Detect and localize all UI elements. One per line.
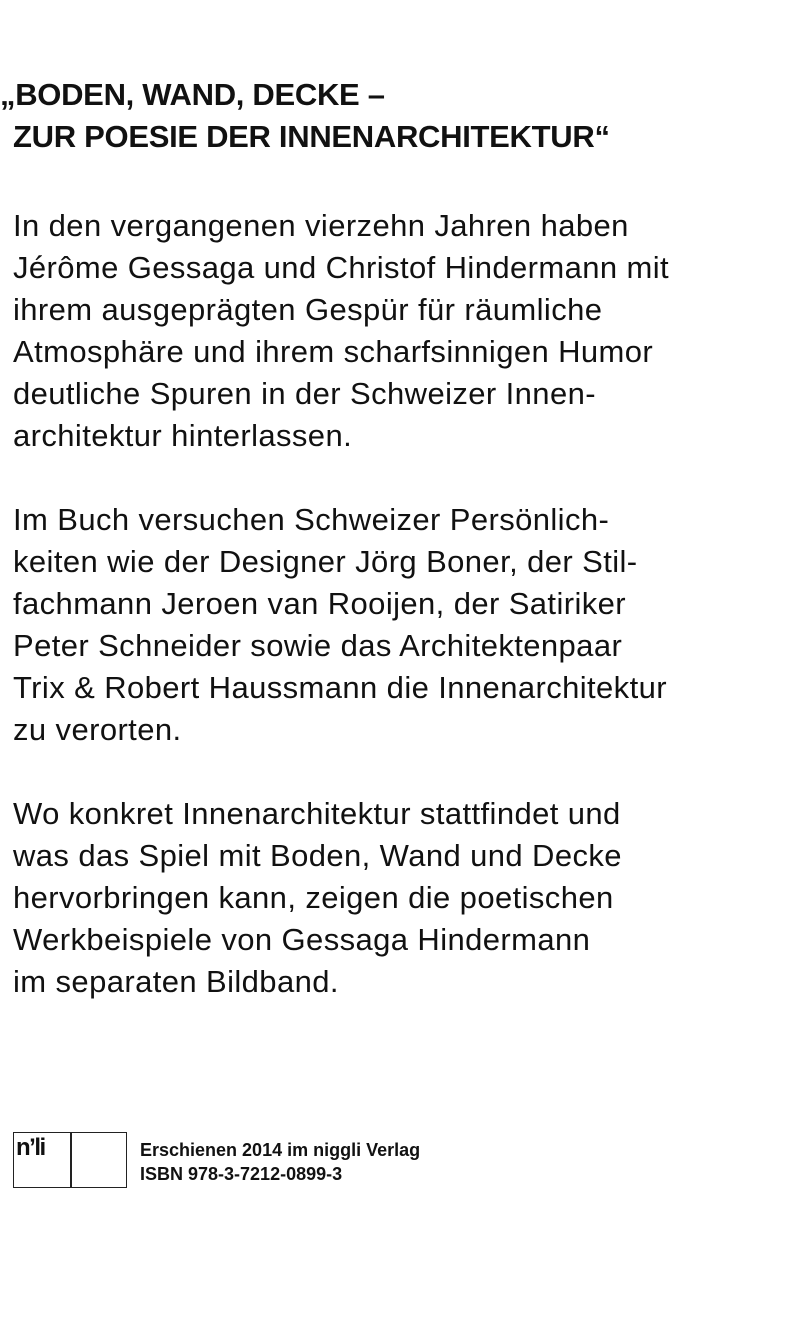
- text-line: Wo konkret Innenarchitektur stattfindet und: [13, 796, 621, 831]
- intro-paragraph: [13, 205, 783, 457]
- imprint: [140, 1138, 420, 1186]
- text-line: Jérôme Gessaga und Christof Hindermann mit: [13, 250, 670, 285]
- text-line: Im Buch versuchen Schweizer Persönlich-: [13, 502, 610, 537]
- works-paragraph: [13, 793, 783, 1003]
- contributors-paragraph: [13, 499, 783, 751]
- text-line: architektur hinterlassen.: [13, 418, 353, 453]
- publisher-logo: [13, 1132, 127, 1188]
- text-line: Trix & Robert Haussmann die Innenarchitektur: [13, 670, 667, 705]
- text-line: keiten wie der Designer Jörg Boner, der Stil-: [13, 544, 638, 579]
- title-line-2: ZUR POESIE DER INNENARCHITEKTUR“: [13, 119, 610, 154]
- book-title: [0, 74, 610, 158]
- text-line: Peter Schneider sowie das Architektenpaar: [13, 628, 623, 663]
- text-line: was das Spiel mit Boden, Wand und Decke: [13, 838, 622, 873]
- text-line: im separaten Bildband.: [13, 964, 339, 999]
- imprint-publication: Erschienen 2014 im niggli Verlag: [140, 1140, 421, 1160]
- text-line: zu verorten.: [13, 712, 182, 747]
- text-line: hervorbringen kann, zeigen die poetischen: [13, 880, 614, 915]
- title-line-1: „BODEN, WAND, DECKE –: [0, 77, 385, 112]
- text-line: deutliche Spuren in der Schweizer Innen-: [13, 376, 596, 411]
- publisher-block: [13, 1132, 513, 1192]
- text-line: Atmosphäre und ihrem scharfsinnigen Humor: [13, 334, 654, 369]
- imprint-isbn: ISBN 978-3-7212-0899-3: [140, 1164, 343, 1184]
- text-line: In den vergangenen vierzehn Jahren haben: [13, 208, 629, 243]
- logo-divider: [70, 1133, 72, 1187]
- logo-wordmark: n’li: [16, 1134, 45, 1161]
- text-line: Werkbeispiele von Gessaga Hindermann: [13, 922, 591, 957]
- text-line: fachmann Jeroen van Rooijen, der Satiriker: [13, 586, 627, 621]
- text-line: ihrem ausgeprägten Gespür für räumliche: [13, 292, 603, 327]
